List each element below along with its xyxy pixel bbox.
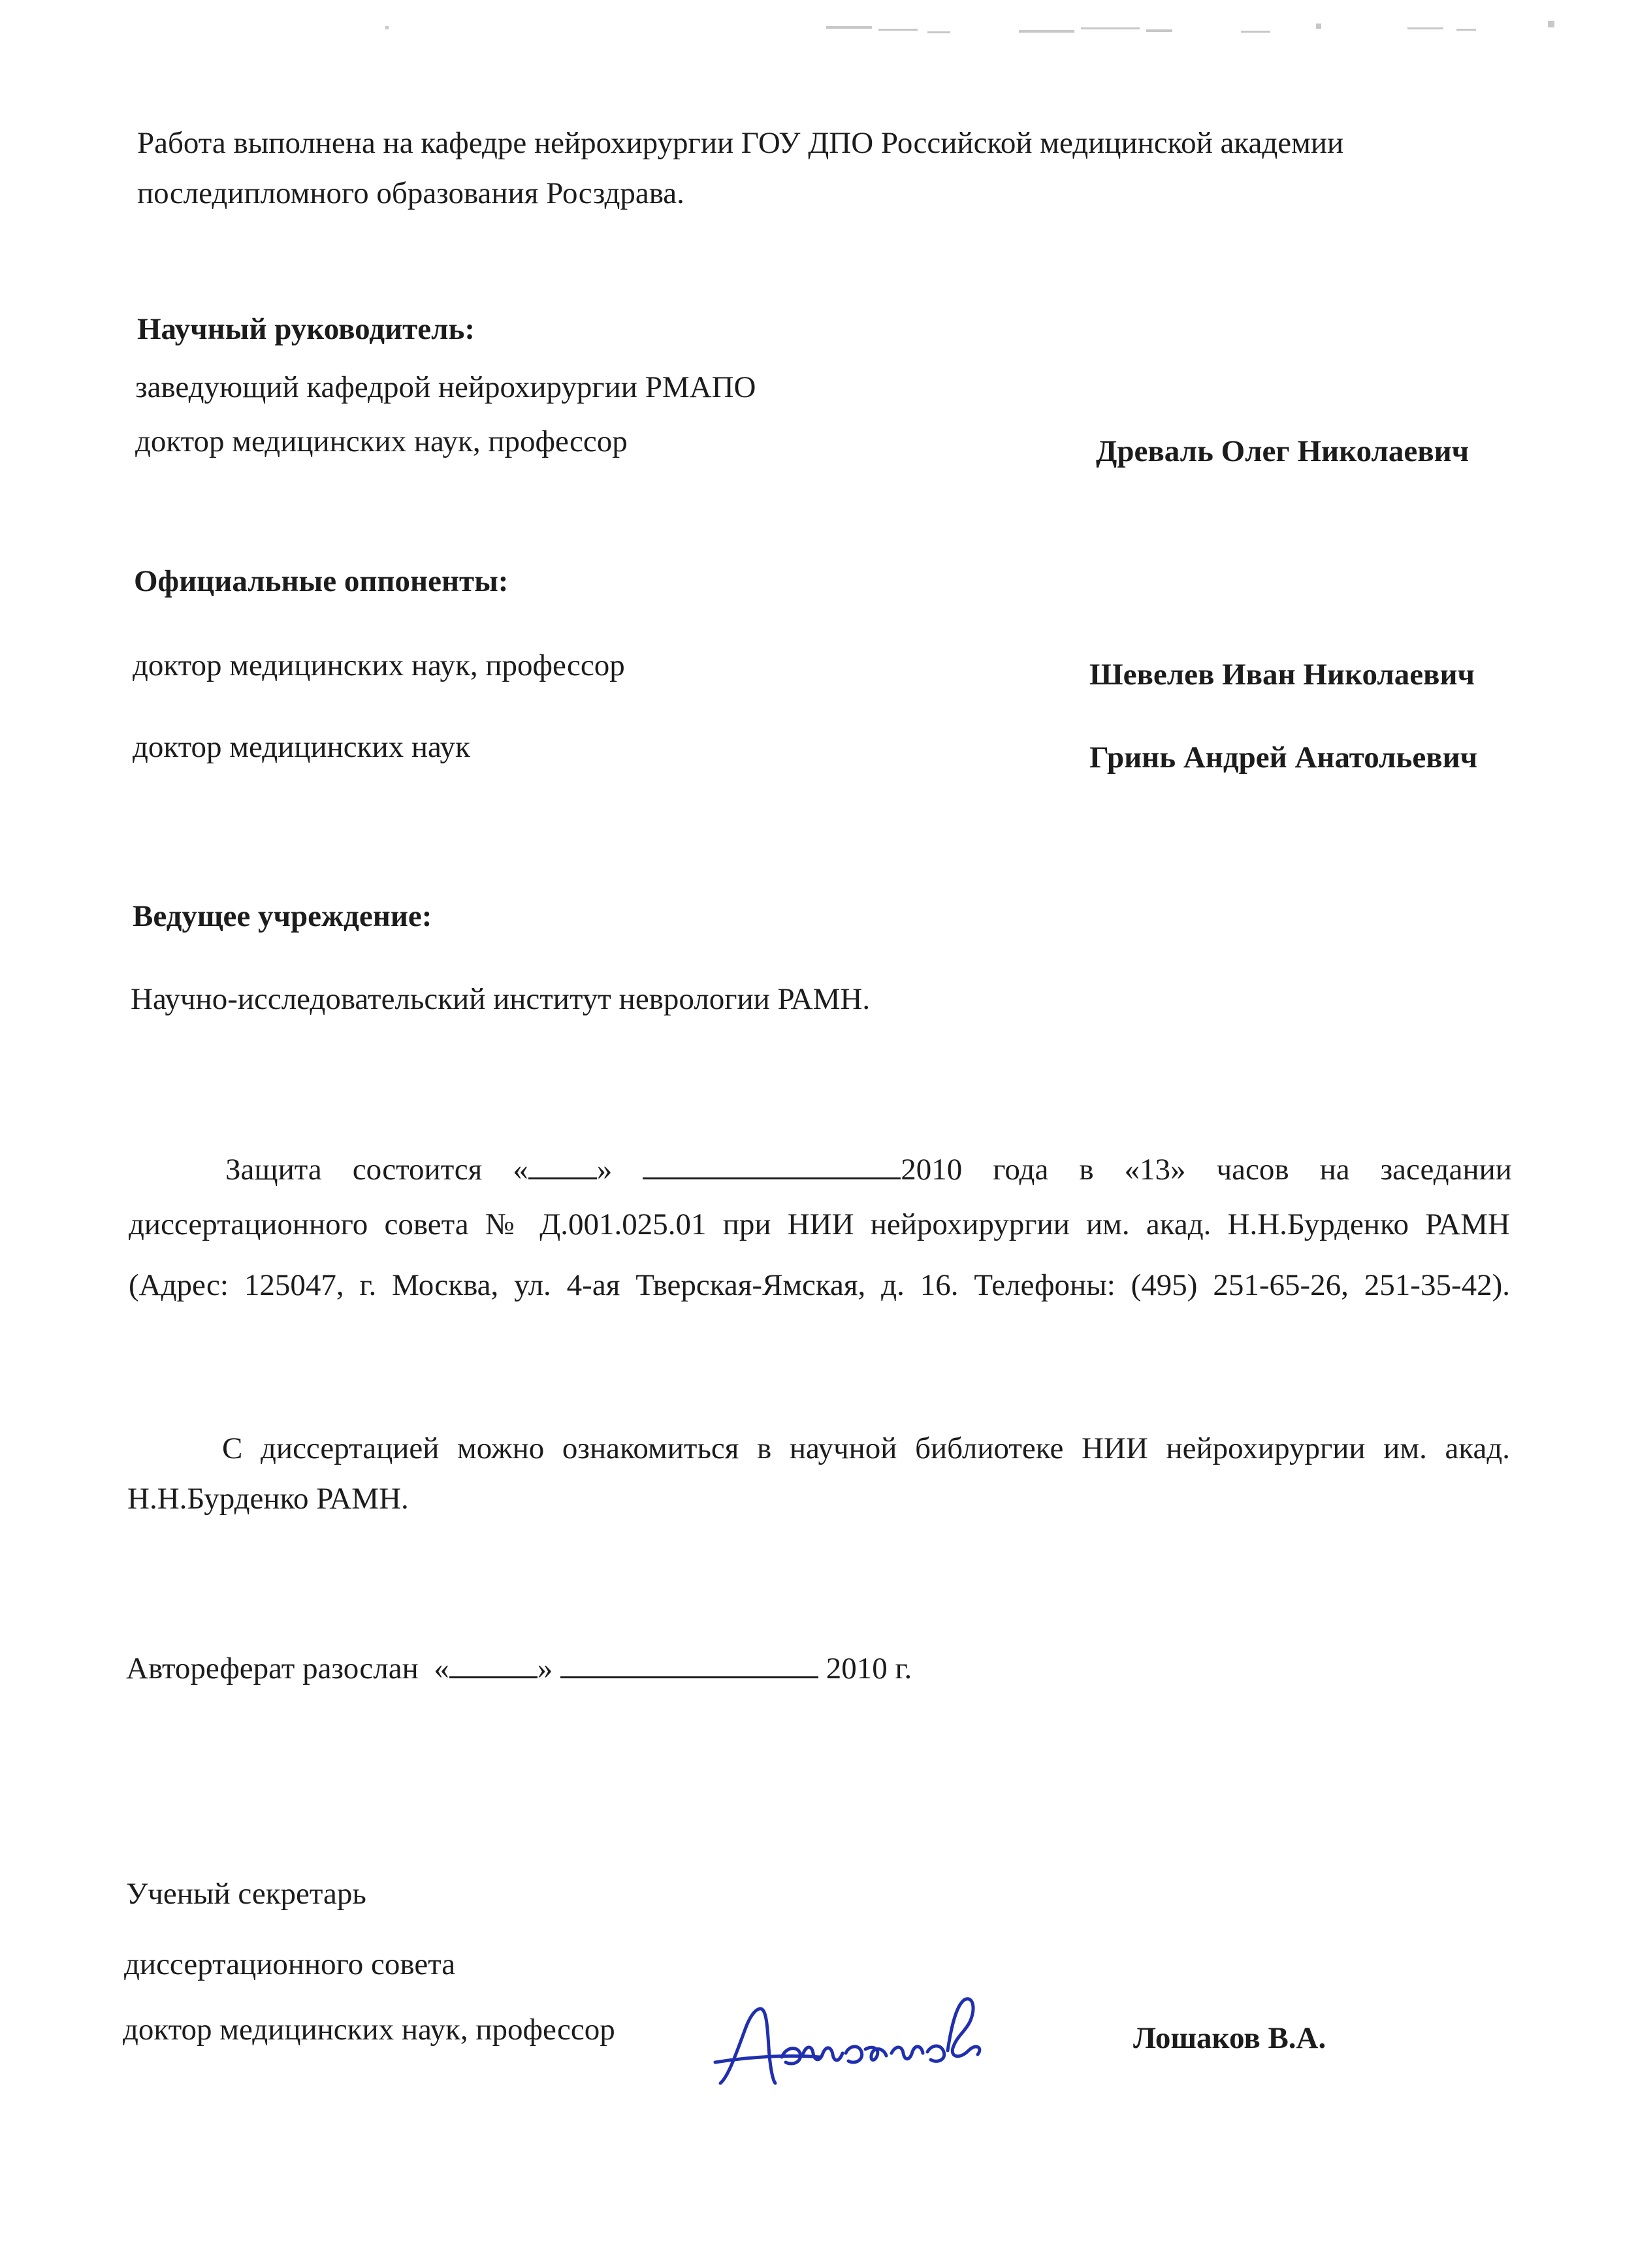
defense-hour: «13» xyxy=(1124,1153,1186,1187)
supervisor-position: заведующий кафедрой нейрохирургии РМАПО xyxy=(135,370,756,404)
opponent-2-name: Гринь Андрей Анатольевич xyxy=(1089,741,1478,775)
library-line-2: Н.Н.Бурденко РАМН. xyxy=(127,1482,409,1516)
defense-date-month-year: 2010 xyxy=(643,1155,962,1185)
supervisor-heading: Научный руководитель: xyxy=(137,312,475,346)
blank-mailing-month xyxy=(560,1676,818,1678)
mailing-label: Автореферат разослан xyxy=(126,1652,419,1685)
blank-month-field xyxy=(643,1177,901,1179)
defense-word: заседании xyxy=(1380,1153,1512,1187)
defense-word: на xyxy=(1319,1153,1350,1187)
defense-word: часов xyxy=(1216,1153,1289,1187)
leading-institution-name: Научно-исследовательский институт неврологии РАМН. xyxy=(131,982,871,1016)
blank-day-field xyxy=(528,1177,597,1179)
scan-artifacts xyxy=(0,0,1638,52)
mailing-line: Автореферат разослан « » 2010 г. xyxy=(126,1652,912,1685)
defense-line-3: (Адрес: 125047, г. Москва, ул. 4-ая Тверская-Ямская, д. 16. Телефоны: (495) 251-65-26, 251-35-42). xyxy=(129,1268,1510,1302)
defense-line-2: диссертационного совета № Д.001.025.01 при НИИ нейрохирургии им. акад. Н.Н.Бурденко РАМН xyxy=(129,1207,1510,1241)
intro-line-1: Работа выполнена на кафедре нейрохирургии ГОУ ДПО Российской медицинской академии xyxy=(137,126,1344,160)
opponent-1-degree: доктор медицинских наук, профессор xyxy=(133,648,625,682)
secretary-line-3: доктор медицинских наук, профессор xyxy=(123,2013,615,2047)
secretary-name: Лошаков В.А. xyxy=(1133,2021,1326,2055)
opponents-heading: Официальные оппоненты: xyxy=(134,564,509,598)
library-line-1: С диссертацией можно ознакомиться в научной библиотеке НИИ нейрохирургии им. акад. xyxy=(222,1431,1510,1465)
defense-date-day: « » xyxy=(513,1153,613,1187)
defense-word: в xyxy=(1079,1153,1094,1187)
mailing-year: 2010 г. xyxy=(826,1652,912,1685)
signature-image xyxy=(709,1985,1074,2096)
blank-mailing-day xyxy=(449,1676,538,1678)
intro-line-2: последипломного образования Росздрава. xyxy=(137,176,684,210)
leading-institution-heading: Ведущее учреждение: xyxy=(133,899,432,933)
defense-word: Защита xyxy=(225,1153,322,1187)
defense-word: года xyxy=(993,1153,1049,1187)
supervisor-degree: доктор медицинских наук, профессор xyxy=(135,424,628,458)
opponent-1-name: Шевелев Иван Николаевич xyxy=(1089,658,1475,692)
opponent-2-degree: доктор медицинских наук xyxy=(133,730,470,764)
secretary-line-1: Ученый секретарь xyxy=(126,1877,366,1911)
secretary-line-2: диссертационного совета xyxy=(124,1947,456,1981)
defense-word: состоится xyxy=(352,1153,483,1187)
supervisor-name: Древаль Олег Николаевич xyxy=(1096,434,1469,468)
defense-line-1 xyxy=(225,1155,1512,1185)
